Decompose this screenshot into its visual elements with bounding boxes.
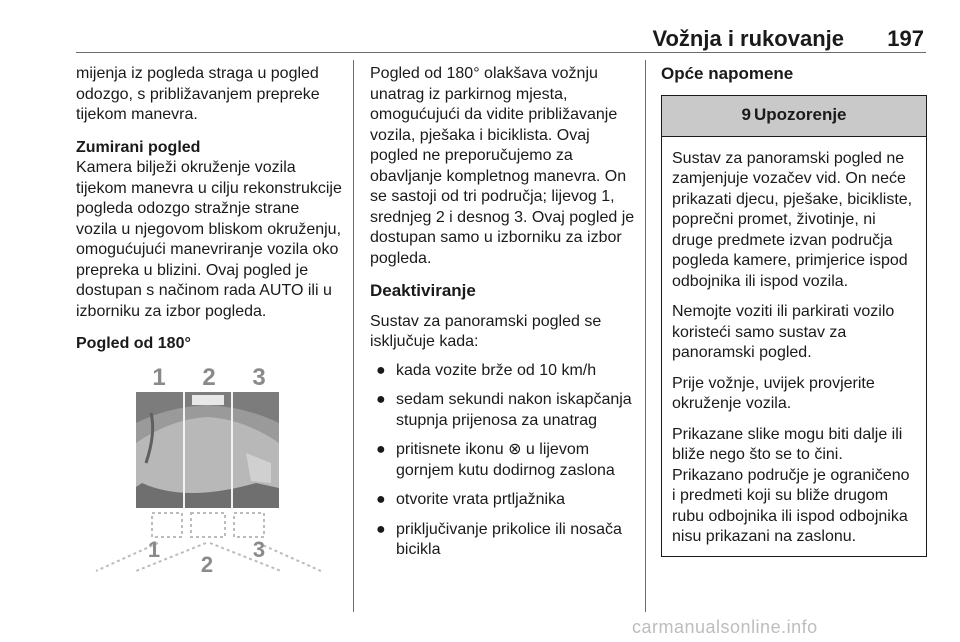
header-rule — [76, 52, 926, 53]
column-divider — [645, 60, 646, 612]
camera-view-figure — [76, 363, 342, 573]
page-header — [624, 26, 924, 52]
figure-label-top-2: 2 — [202, 363, 216, 391]
zoom-view-text: Kamera bilježi okruženje vozila tijekom manevra u cilju rekonstrukcije pogleda odozgo stražnje strane vozila u njegovom bliskom okruženju, omogućujući manevriranje vozila oko prepreka u blizini. Ovaj pogled je dostupan s načinom rada AUTO ili u izborniku za izbor pogleda. — [76, 159, 342, 320]
warning-icon: 9 — [741, 105, 751, 125]
deactivation-intro: Sustav za panoramski pogled se isključuje kada: — [370, 312, 602, 350]
column-2 — [370, 64, 638, 570]
figure-label-bottom-3: 3 — [252, 536, 266, 562]
continued-paragraph: mijenja iz pogleda straga u pogled odozgo, s približavanjem prepreke tijekom manevra. — [76, 65, 320, 123]
camera-image — [136, 392, 279, 508]
figure-label-top-1: 1 — [152, 363, 166, 391]
figure-label-bottom-1: 1 — [147, 536, 161, 562]
section-title: Vožnja i rukovanje — [652, 26, 844, 51]
warning-paragraph: Prikazane slike mogu biti dalje ili bliže nego što se to čini. Prikazano područje je ograničeno i predmeti koji su bliže drugom rubu odbojnika ili ispod odbojnika nisu prikazani na zaslonu. — [672, 425, 910, 545]
bullet-dot: ● — [376, 441, 386, 458]
watermark: carmanualsonline.info — [632, 617, 818, 637]
column-divider — [353, 60, 354, 612]
view-180-text: Pogled od 180° olakšava vožnju unatrag iz parkirnog mjesta, omogućujući da vidite približavanje vozila, pješaka i biciklista. Ovaj pogled ne preporučujemo za obavljanje kompletnog manevra. On se sastoji od tri područja; lijevog 1, srednjeg 2 i desnog 3. Ovaj pogled je dostupan samo u izborniku za izbor pogleda. — [370, 65, 635, 267]
warning-paragraph: Sustav za panoramski pogled ne zamjenjuje vozačev vid. On neće prikazati djecu, pješake, bicikliste, poprečni promet, životinje, ni druge predmete izvan područja pogleda kamere, primjerice ispod odbojnika ili ispod vozila. — [672, 149, 913, 290]
figure-label-top-3: 3 — [252, 363, 266, 391]
list-item: ● priključivanje prikolice ili nosača bicikla — [376, 520, 622, 558]
figure-label-bottom-2: 2 — [200, 551, 214, 573]
view-180-heading: Pogled od 180° — [76, 335, 191, 352]
warning-box — [661, 95, 927, 557]
column-1 — [76, 64, 342, 573]
bullet-dot: ● — [376, 520, 386, 538]
deactivation-list — [370, 361, 638, 561]
warning-title: Upozorenje — [753, 105, 847, 125]
warning-paragraph: Prije vožnje, uvijek provjerite okruženje vozila. — [672, 374, 875, 412]
warning-header — [662, 96, 926, 137]
list-item: ● pritisnete ikonu ⊗ u lijevom gornjem kutu dodirnog zaslona — [376, 441, 615, 479]
bullet-dot: ● — [376, 361, 386, 379]
list-item: ● kada vozite brže od 10 km/h — [370, 361, 638, 382]
warning-paragraph: Nemojte voziti ili parkirati vozilo koristeći samo sustav za panoramski pogled. — [672, 303, 895, 361]
page-number: 197 — [887, 26, 924, 51]
general-notes-heading: Opće napomene — [661, 64, 794, 83]
bullet-dot: ● — [376, 491, 386, 508]
column-3 — [661, 64, 927, 557]
list-item: ● sedam sekundi nakon iskapčanja stupnja prijenosa za unatrag — [376, 391, 632, 429]
warning-body — [662, 137, 926, 556]
list-item: ● otvorite vrata prtljažnika — [370, 490, 638, 511]
bullet-dot: ● — [376, 391, 386, 408]
zoom-view-heading: Zumirani pogled — [76, 138, 201, 156]
deactivation-heading: Deaktiviranje — [370, 281, 476, 300]
